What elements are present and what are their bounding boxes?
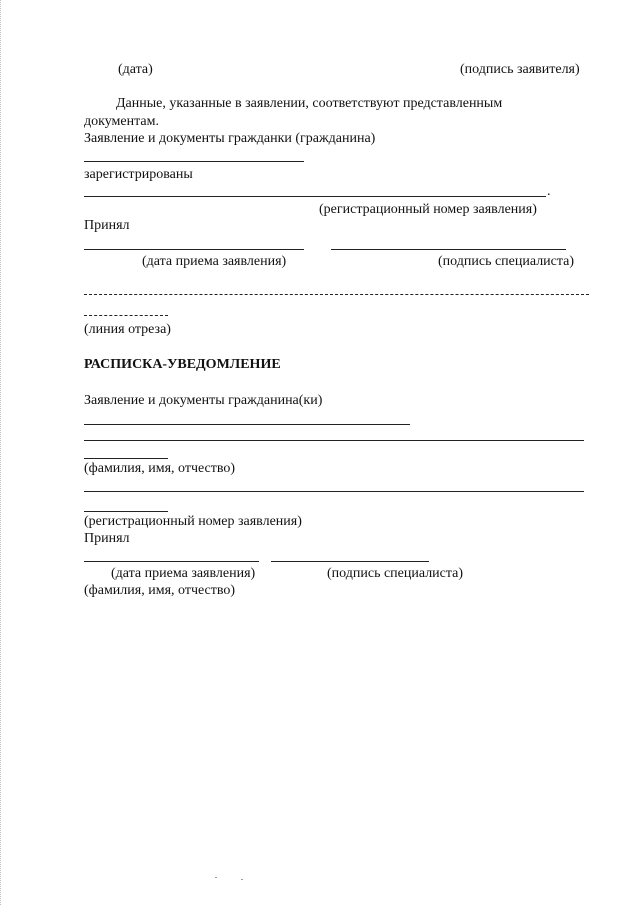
intro-line-3: Заявление и документы гражданки (гражданина): [84, 131, 376, 146]
receipt-regnum-line-1: [84, 491, 584, 492]
registration-number-caption: (регистрационный номер заявления): [319, 202, 537, 217]
receipt-docs-label: Заявление и документы гражданина(ки): [84, 393, 323, 408]
receipt-name-line-3: [84, 458, 168, 459]
cut-line: [84, 294, 589, 295]
registration-line: [84, 196, 546, 197]
accept-date-line: [84, 249, 304, 250]
cut-line-caption: (линия отреза): [84, 322, 171, 337]
receipt-signature-caption: (подпись специалиста): [327, 566, 464, 581]
receipt-accepted-label: Принял: [84, 531, 130, 546]
applicant-signature-caption: (подпись заявителя): [460, 62, 580, 77]
citizen-name-line: [84, 161, 304, 162]
receipt-name-line-1: [84, 424, 410, 425]
scan-speck: [215, 877, 217, 878]
receipt-fio-caption: (фамилия, имя, отчество): [84, 461, 236, 476]
intro-line-2: документам.: [84, 114, 159, 129]
receipt-fio-caption-2: (фамилия, имя, отчество): [84, 583, 236, 598]
registered-label: зарегистрированы: [84, 167, 193, 182]
date-caption: (дата): [118, 62, 153, 77]
receipt-regnum-line-2: [84, 511, 168, 512]
receipt-accept-date-caption: (дата приема заявления): [111, 566, 256, 581]
scan-speck: [241, 879, 243, 880]
intro-line-1: Данные, указанные в заявлении, соответствуют представленным: [116, 96, 503, 111]
receipt-signature-line: [271, 561, 429, 562]
receipt-accept-date-line: [84, 561, 259, 562]
registration-period: .: [547, 184, 551, 199]
receipt-regnum-caption: (регистрационный номер заявления): [84, 514, 302, 529]
accepted-label: Принял: [84, 218, 130, 233]
specialist-signature-line: [331, 249, 566, 250]
receipt-title: РАСПИСКА-УВЕДОМЛЕНИЕ: [84, 357, 281, 372]
accept-date-caption: (дата приема заявления): [142, 254, 287, 269]
specialist-signature-caption: (подпись специалиста): [438, 254, 575, 269]
cut-line-continuation: [84, 315, 168, 316]
receipt-name-line-2: [84, 440, 584, 441]
